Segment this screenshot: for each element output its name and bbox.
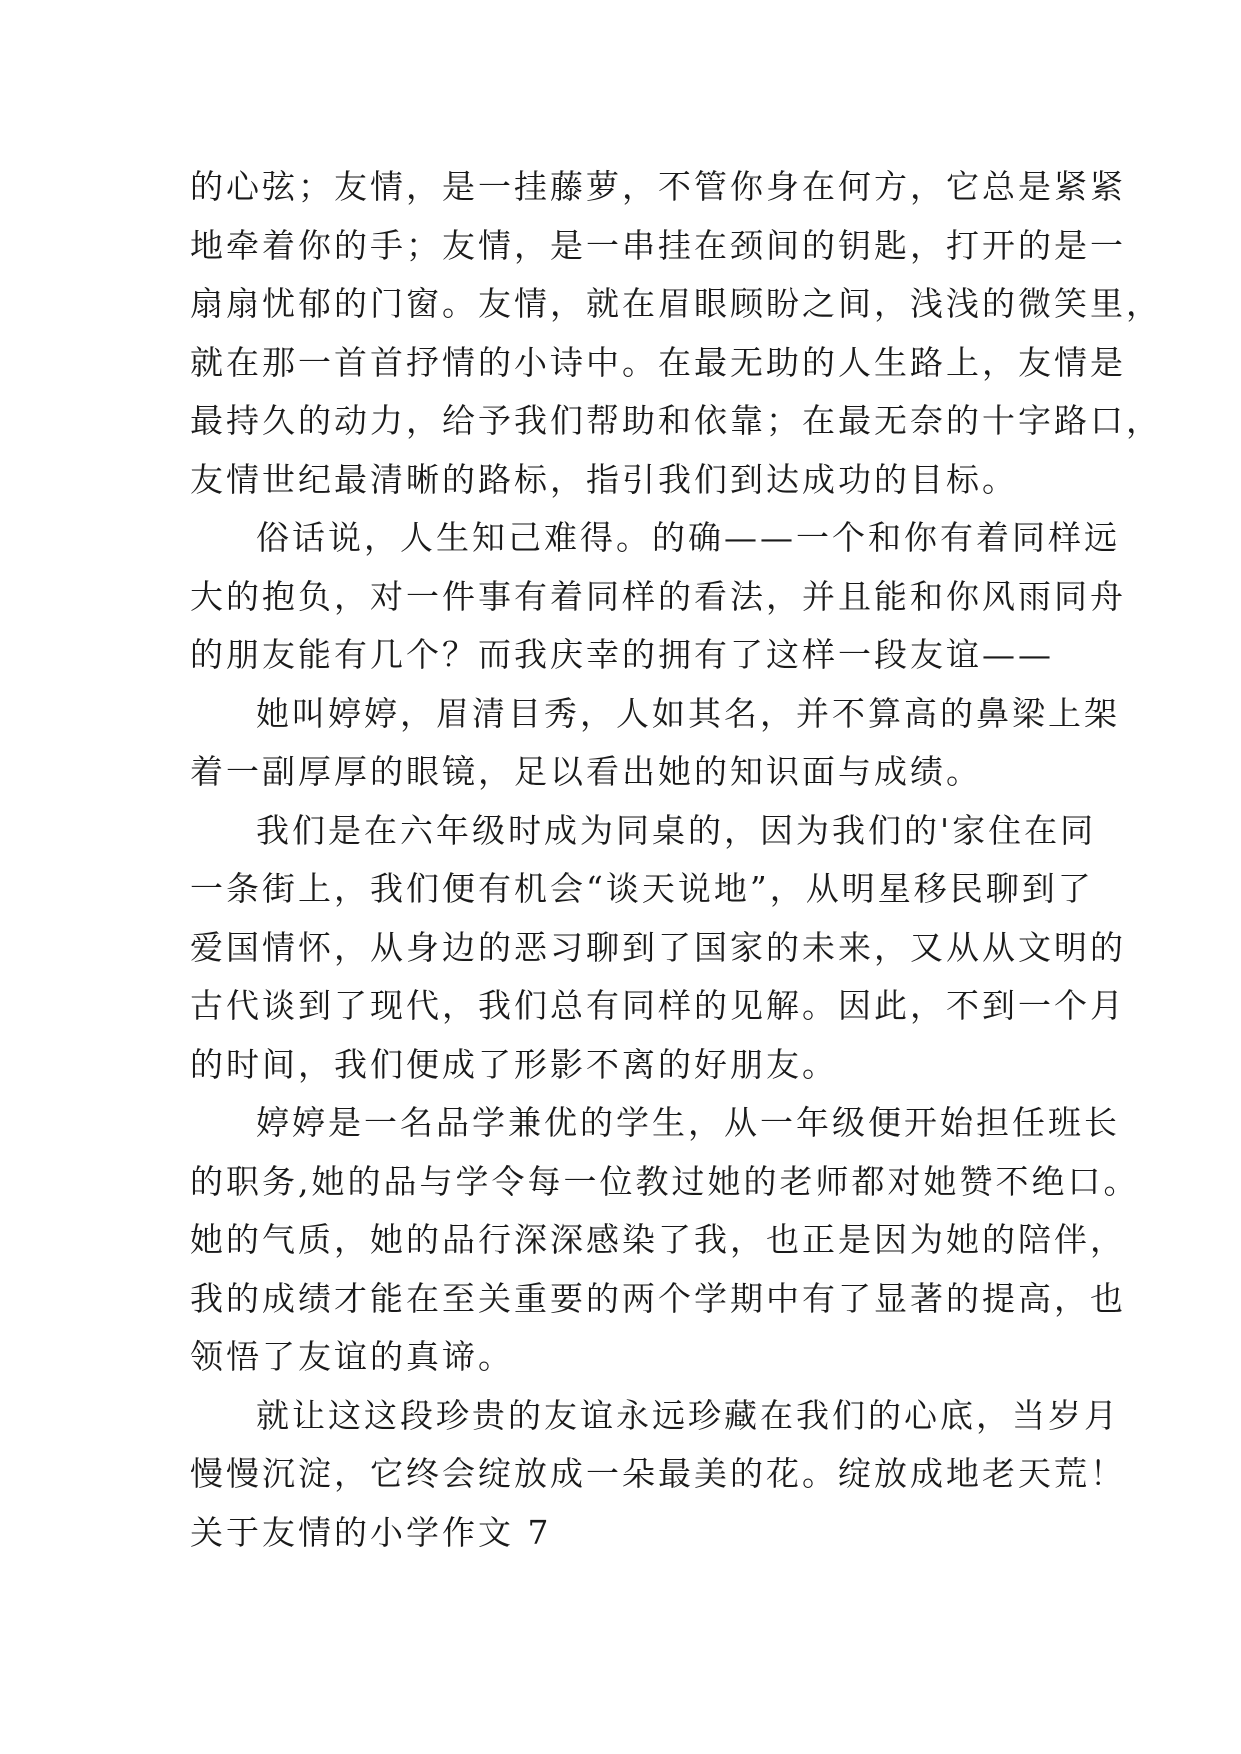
text-line: 爱国情怀，从身边的恶习聊到了国家的未来，又从从文明的 xyxy=(190,927,1126,967)
document-body xyxy=(190,158,1162,1562)
text-line: 扇扇忧郁的门窗。友情，就在眉眼顾盼之间，浅浅的微笑里， xyxy=(190,284,1162,323)
text-line: 古代谈到了现代，我们总有同样的见解。因此，不到一个月 xyxy=(190,986,1126,1025)
text-line: 就让这这段珍贵的友谊永远珍藏在我们的心底，当岁月 xyxy=(256,1395,1120,1435)
text-line: 的时间，我们便成了形影不离的好朋友。 xyxy=(190,1044,838,1084)
text-line: 婷婷是一名品学兼优的学生，从一年级便开始担任班长 xyxy=(256,1103,1120,1142)
section-heading: 关于友情的小学作文 7 xyxy=(190,1512,552,1552)
text-line: 俗话说，人生知己难得。的确——一个和你有着同样远 xyxy=(256,518,1120,557)
text-line: 我们是在六年级时成为同桌的，因为我们的'家住在同 xyxy=(256,810,1097,850)
text-line: 的职务,她的品与学令每一位教过她的老师都对她赞不绝口。 xyxy=(190,1161,1140,1201)
text-line: 的朋友能有几个？而我庆幸的拥有了这样一段友谊—— xyxy=(190,635,1054,674)
text-line: 一条街上，我们便有机会“谈天说地”，从明星移民聊到了 xyxy=(190,869,1094,908)
text-line: 的心弦；友情，是一挂藤萝，不管你身在何方，它总是紧紧 xyxy=(190,167,1126,206)
text-line: 着一副厚厚的眼镜，足以看出她的知识面与成绩。 xyxy=(190,752,982,791)
text-line: 友情世纪最清晰的路标，指引我们到达成功的目标。 xyxy=(190,459,1018,499)
text-line: 领悟了友谊的真谛。 xyxy=(190,1337,514,1376)
text-line: 慢慢沉淀，它终会绽放成一朵最美的花。绽放成地老天荒！ xyxy=(190,1454,1126,1493)
text-line: 她叫婷婷，眉清目秀，人如其名，并不算高的鼻梁上架 xyxy=(256,693,1120,733)
text-line: 就在那一首首抒情的小诗中。在最无助的人生路上，友情是 xyxy=(190,342,1126,382)
text-line: 地牵着你的手；友情，是一串挂在颈间的钥匙，打开的是一 xyxy=(190,225,1126,265)
text-line: 大的抱负，对一件事有着同样的看法，并且能和你风雨同舟 xyxy=(190,576,1126,616)
text-line: 她的气质，她的品行深深感染了我，也正是因为她的陪伴， xyxy=(190,1220,1126,1259)
text-line: 我的成绩才能在至关重要的两个学期中有了显著的提高，也 xyxy=(190,1278,1126,1318)
text-line: 最持久的动力，给予我们帮助和依靠；在最无奈的十字路口， xyxy=(190,401,1162,440)
